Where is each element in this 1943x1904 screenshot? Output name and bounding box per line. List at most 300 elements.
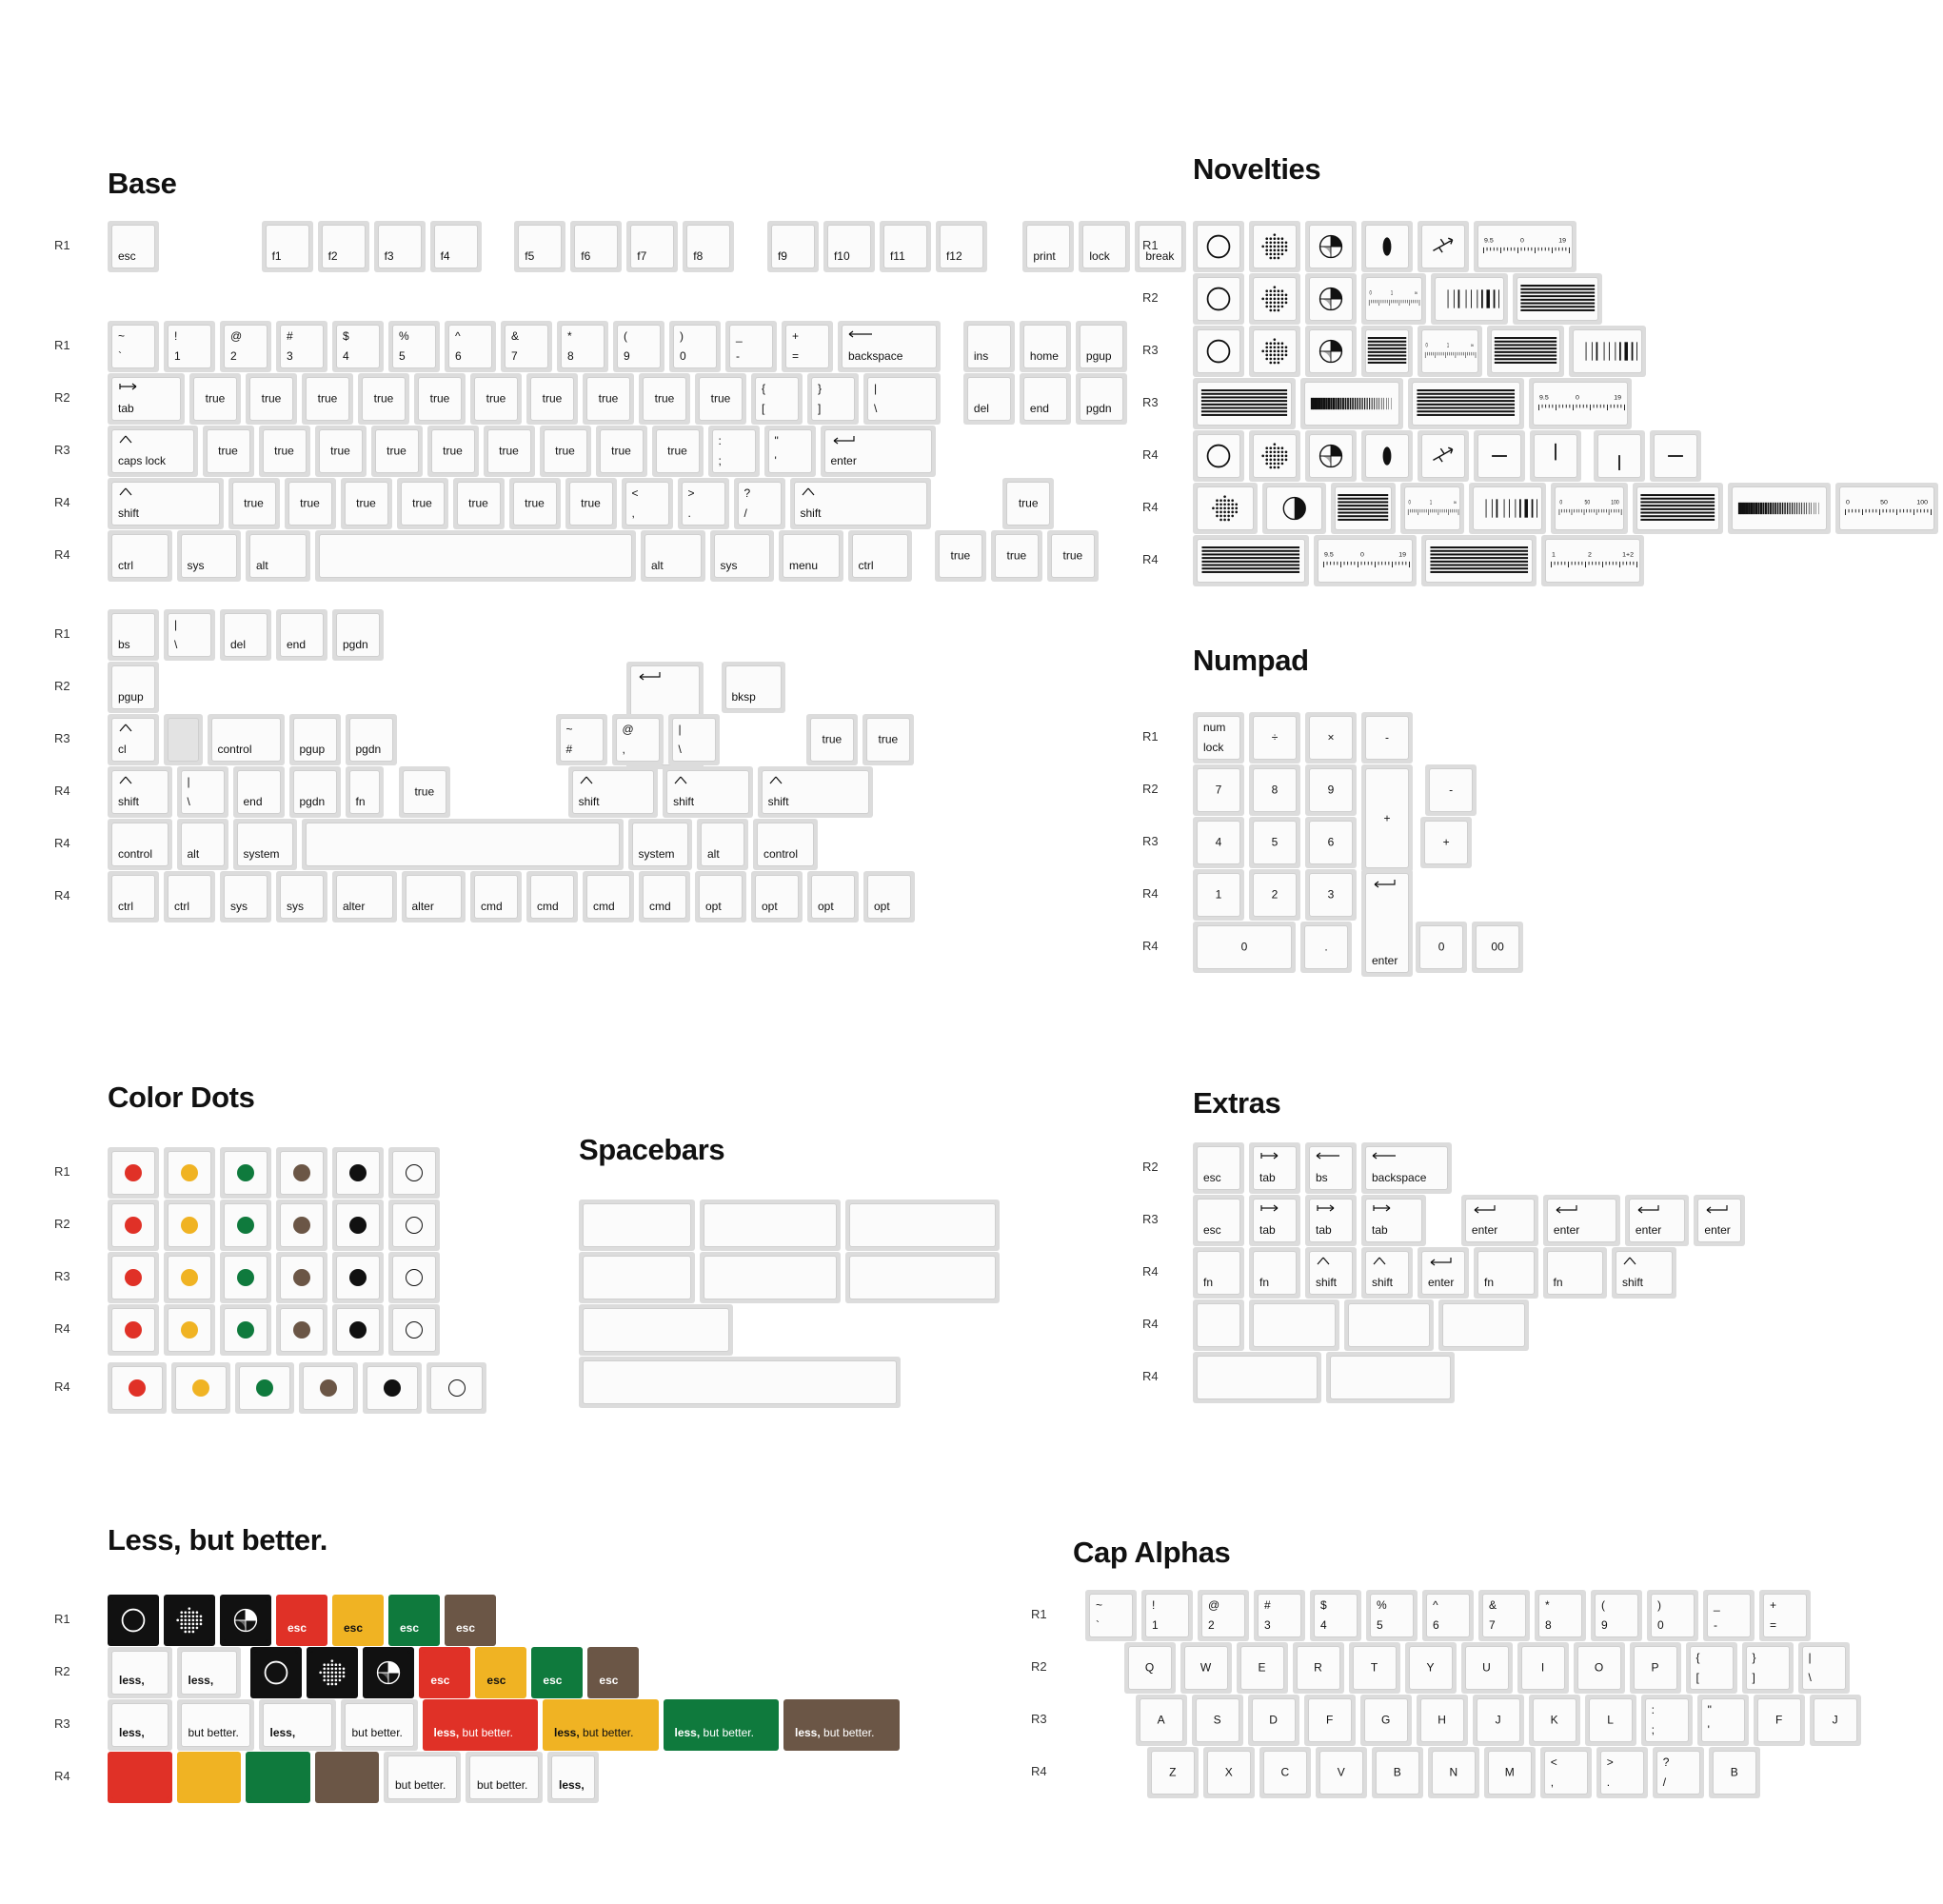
keycap[interactable] (445, 321, 496, 372)
keycap[interactable] (1305, 712, 1357, 764)
keycap[interactable] (285, 478, 336, 529)
keycap[interactable] (1193, 221, 1244, 272)
keycap[interactable] (276, 1595, 327, 1646)
keycap[interactable] (374, 221, 426, 272)
keycap[interactable] (246, 530, 310, 582)
keycap[interactable] (1193, 869, 1244, 921)
keycap[interactable] (1022, 221, 1074, 272)
keycap[interactable] (108, 530, 172, 582)
keycap[interactable] (807, 871, 859, 922)
keycap[interactable] (734, 478, 785, 529)
keycap[interactable] (233, 766, 285, 818)
keycap[interactable] (540, 426, 591, 477)
keycap[interactable] (1810, 1695, 1861, 1746)
keycap[interactable] (1425, 764, 1477, 816)
keycap[interactable] (626, 221, 678, 272)
keycap[interactable] (1249, 817, 1300, 868)
keycap[interactable] (1248, 1695, 1299, 1746)
keycap[interactable] (1305, 221, 1357, 272)
spacebar-keycap[interactable] (845, 1200, 1000, 1251)
keycap[interactable] (663, 766, 753, 818)
keycap[interactable] (341, 1699, 418, 1751)
keycap[interactable] (1203, 1747, 1255, 1798)
keycap[interactable] (1650, 430, 1701, 482)
keycap[interactable] (220, 1595, 271, 1646)
keycap[interactable] (402, 871, 466, 922)
keycap[interactable] (108, 819, 172, 870)
keycap[interactable] (991, 530, 1042, 582)
keycap[interactable] (1418, 221, 1469, 272)
keycap[interactable] (332, 1147, 384, 1199)
keycap[interactable] (683, 221, 734, 272)
keycap[interactable] (1529, 1695, 1580, 1746)
keycap[interactable] (276, 321, 327, 372)
keycap[interactable] (753, 819, 818, 870)
keycap[interactable] (289, 766, 341, 818)
keycap[interactable] (838, 321, 941, 372)
keycap[interactable] (1193, 1142, 1244, 1194)
keycap[interactable] (1249, 1247, 1300, 1299)
keycap[interactable] (1759, 1590, 1811, 1641)
keycap[interactable] (371, 426, 423, 477)
keycap[interactable] (1305, 326, 1357, 377)
keycap[interactable] (764, 426, 816, 477)
keycap[interactable] (220, 871, 271, 922)
keycap[interactable] (807, 373, 859, 425)
keycap[interactable] (848, 530, 913, 582)
keycap[interactable] (1361, 712, 1413, 764)
keycap[interactable] (1361, 1142, 1452, 1194)
keycap[interactable] (1193, 764, 1244, 816)
keycap[interactable] (426, 1362, 486, 1414)
keycap[interactable] (289, 714, 341, 765)
keycap[interactable] (1473, 1695, 1524, 1746)
keycap[interactable] (1300, 922, 1352, 973)
keycap[interactable] (1193, 378, 1296, 429)
keycap[interactable] (315, 530, 637, 582)
keycap[interactable] (108, 714, 159, 765)
keycap[interactable] (1361, 1247, 1413, 1299)
keycap[interactable] (299, 1362, 358, 1414)
keycap[interactable] (1193, 273, 1244, 325)
keycap[interactable] (1002, 478, 1054, 529)
keycap[interactable] (725, 321, 777, 372)
keycap[interactable] (695, 871, 746, 922)
keycap[interactable] (108, 1304, 159, 1356)
keycap[interactable] (1249, 712, 1300, 764)
keycap[interactable] (1431, 273, 1508, 325)
keycap[interactable] (767, 221, 819, 272)
keycap[interactable] (189, 373, 241, 425)
keycap[interactable] (587, 1647, 639, 1698)
keycap[interactable] (1249, 273, 1300, 325)
keycap[interactable] (171, 1362, 230, 1414)
keycap[interactable] (1633, 483, 1723, 534)
keycap[interactable] (427, 426, 479, 477)
keycap[interactable] (302, 373, 353, 425)
keycap[interactable] (302, 819, 624, 870)
keycap[interactable] (1124, 1642, 1176, 1694)
keycap[interactable] (108, 478, 224, 529)
keycap[interactable] (346, 714, 397, 765)
keycap[interactable] (1310, 1590, 1361, 1641)
keycap[interactable] (1535, 1590, 1586, 1641)
keycap[interactable] (1694, 1195, 1745, 1246)
keycap[interactable] (668, 714, 720, 765)
keycap[interactable] (1249, 869, 1300, 921)
spacebar-keycap[interactable] (579, 1252, 695, 1303)
keycap[interactable] (177, 530, 242, 582)
keycap[interactable] (596, 426, 647, 477)
keycap[interactable] (557, 321, 608, 372)
keycap[interactable] (1249, 1299, 1339, 1351)
keycap[interactable] (315, 426, 367, 477)
keycap[interactable] (1047, 530, 1099, 582)
keycap[interactable] (332, 321, 384, 372)
keycap[interactable] (1709, 1747, 1760, 1798)
keycap[interactable] (823, 221, 875, 272)
keycap[interactable] (565, 478, 617, 529)
keycap[interactable] (1594, 430, 1645, 482)
keycap[interactable] (246, 1752, 310, 1803)
keycap[interactable] (1647, 1590, 1698, 1641)
keycap[interactable] (307, 1647, 358, 1698)
keycap[interactable] (1305, 817, 1357, 868)
keycap[interactable] (612, 714, 664, 765)
keycap[interactable] (388, 1200, 440, 1251)
keycap[interactable] (935, 530, 986, 582)
keycap[interactable] (276, 1200, 327, 1251)
keycap[interactable] (262, 221, 313, 272)
keycap[interactable] (1314, 535, 1417, 586)
keycap[interactable] (821, 426, 937, 477)
keycap[interactable] (583, 373, 634, 425)
keycap[interactable] (1428, 1747, 1479, 1798)
keycap[interactable] (1193, 430, 1244, 482)
keycap[interactable] (1469, 483, 1546, 534)
spacebar-keycap[interactable] (579, 1200, 695, 1251)
keycap[interactable] (1361, 326, 1413, 377)
keycap[interactable] (164, 871, 215, 922)
keycap[interactable] (1361, 221, 1413, 272)
keycap[interactable] (453, 478, 505, 529)
keycap[interactable] (108, 1252, 159, 1303)
keycap[interactable] (164, 1304, 215, 1356)
keycap[interactable] (246, 373, 297, 425)
keycap[interactable] (963, 321, 1015, 372)
keycap[interactable] (880, 221, 931, 272)
keycap[interactable] (1076, 321, 1127, 372)
keycap[interactable] (1326, 1352, 1455, 1403)
keycap[interactable] (1020, 321, 1071, 372)
keycap[interactable] (1360, 1695, 1412, 1746)
keycap[interactable] (1416, 922, 1467, 973)
keycap[interactable] (641, 530, 705, 582)
keycap[interactable] (259, 426, 310, 477)
keycap[interactable] (108, 1200, 159, 1251)
keycap[interactable] (1541, 535, 1644, 586)
keycap[interactable] (1574, 1642, 1625, 1694)
keycap[interactable] (526, 871, 578, 922)
keycap[interactable] (388, 1147, 440, 1199)
keycap[interactable] (399, 766, 450, 818)
keycap[interactable] (423, 1699, 539, 1751)
keycap[interactable] (220, 1147, 271, 1199)
keycap[interactable] (177, 819, 228, 870)
keycap[interactable] (1472, 922, 1523, 973)
keycap[interactable] (1487, 326, 1564, 377)
keycap[interactable] (1361, 1195, 1426, 1246)
keycap[interactable] (1300, 378, 1403, 429)
keycap[interactable] (332, 1595, 384, 1646)
keycap[interactable] (346, 766, 385, 818)
keycap[interactable] (1085, 1590, 1137, 1641)
keycap[interactable] (235, 1362, 294, 1414)
keycap[interactable] (177, 1752, 242, 1803)
keycap[interactable] (1728, 483, 1831, 534)
keycap[interactable] (332, 1252, 384, 1303)
keycap[interactable] (1020, 373, 1071, 425)
spacebar-keycap[interactable] (700, 1200, 842, 1251)
keycap[interactable] (276, 871, 327, 922)
keycap[interactable] (1193, 326, 1244, 377)
keycap[interactable] (1136, 1695, 1187, 1746)
keycap[interactable] (1305, 869, 1357, 921)
spacebar-keycap[interactable] (845, 1252, 1000, 1303)
keycap[interactable] (1193, 1352, 1321, 1403)
keycap[interactable] (108, 766, 172, 818)
keycap[interactable] (1754, 1695, 1805, 1746)
keycap[interactable] (108, 1699, 172, 1751)
keycap[interactable] (1484, 1747, 1536, 1798)
keycap[interactable] (1408, 378, 1524, 429)
keycap[interactable] (1249, 1142, 1300, 1194)
keycap[interactable] (639, 373, 690, 425)
keycap[interactable] (509, 478, 561, 529)
keycap[interactable] (208, 714, 285, 765)
keycap[interactable] (1180, 1642, 1232, 1694)
keycap[interactable] (1305, 273, 1357, 325)
keycap[interactable] (1259, 1747, 1311, 1798)
keycap[interactable] (1193, 535, 1309, 586)
keycap[interactable] (1703, 1590, 1755, 1641)
keycap[interactable] (936, 221, 987, 272)
keycap[interactable] (1529, 378, 1632, 429)
keycap[interactable] (1405, 1642, 1457, 1694)
keycap[interactable] (1249, 326, 1300, 377)
keycap[interactable] (1305, 764, 1357, 816)
keycap[interactable] (1400, 483, 1465, 534)
keycap[interactable] (108, 662, 159, 713)
keycap[interactable] (1418, 430, 1469, 482)
keycap[interactable] (863, 373, 941, 425)
keycap[interactable] (1517, 1642, 1569, 1694)
keycap[interactable] (358, 373, 409, 425)
keycap[interactable] (108, 1752, 172, 1803)
keycap[interactable] (1079, 221, 1130, 272)
keycap[interactable] (783, 1699, 900, 1751)
keycap[interactable] (1076, 373, 1127, 425)
keycap[interactable] (722, 662, 786, 713)
keycap[interactable] (1305, 430, 1357, 482)
keycap[interactable] (697, 819, 748, 870)
keycap[interactable] (1305, 1195, 1357, 1246)
keycap[interactable] (164, 714, 203, 765)
keycap[interactable] (1344, 1299, 1435, 1351)
keycap[interactable] (332, 1304, 384, 1356)
keycap[interactable] (220, 321, 271, 372)
keycap[interactable] (1249, 764, 1300, 816)
keycap[interactable] (1193, 922, 1296, 973)
keycap[interactable] (1193, 1195, 1244, 1246)
keycap[interactable] (164, 609, 215, 661)
keycap[interactable] (276, 1304, 327, 1356)
keycap[interactable] (228, 478, 280, 529)
keycap[interactable] (466, 1752, 543, 1803)
keycap[interactable] (470, 373, 522, 425)
keycap[interactable] (318, 221, 369, 272)
keycap[interactable] (1193, 1247, 1244, 1299)
keycap[interactable] (613, 321, 664, 372)
keycap[interactable] (1366, 1590, 1418, 1641)
keycap[interactable] (108, 1595, 159, 1646)
keycap[interactable] (570, 221, 622, 272)
keycap[interactable] (863, 871, 915, 922)
keycap[interactable] (1417, 1695, 1468, 1746)
keycap[interactable] (1543, 1195, 1620, 1246)
keycap[interactable] (1742, 1642, 1794, 1694)
keycap[interactable] (1798, 1642, 1850, 1694)
keycap[interactable] (1653, 1747, 1704, 1798)
keycap[interactable] (556, 714, 607, 765)
keycap[interactable] (108, 609, 159, 661)
keycap[interactable] (531, 1647, 583, 1698)
keycap[interactable] (963, 373, 1015, 425)
keycap[interactable] (1237, 1642, 1288, 1694)
keycap[interactable] (250, 1647, 302, 1698)
keycap[interactable] (1422, 1590, 1474, 1641)
keycap[interactable] (678, 478, 729, 529)
keycap[interactable] (790, 478, 932, 529)
keycap[interactable] (1625, 1195, 1690, 1246)
spacebar-keycap[interactable] (579, 1357, 901, 1408)
keycap[interactable] (341, 478, 392, 529)
keycap[interactable] (315, 1752, 380, 1803)
keycap[interactable] (1192, 1695, 1243, 1746)
keycap[interactable] (1474, 1247, 1538, 1299)
keycap[interactable] (414, 373, 466, 425)
keycap[interactable] (332, 871, 397, 922)
keycap[interactable] (276, 1252, 327, 1303)
keycap[interactable] (1249, 1195, 1300, 1246)
keycap[interactable] (363, 1647, 414, 1698)
keycap[interactable] (628, 819, 693, 870)
keycap[interactable] (220, 1200, 271, 1251)
keycap[interactable] (1262, 483, 1327, 534)
keycap[interactable] (1474, 221, 1576, 272)
spacebar-keycap[interactable] (700, 1252, 842, 1303)
keycap[interactable] (430, 221, 482, 272)
keycap[interactable] (1478, 1590, 1530, 1641)
keycap[interactable] (1697, 1695, 1749, 1746)
keycap[interactable] (1193, 712, 1244, 764)
keycap[interactable] (501, 321, 552, 372)
keycap[interactable] (652, 426, 704, 477)
keycap[interactable] (1193, 817, 1244, 868)
keycap[interactable] (1249, 221, 1300, 272)
keycap[interactable] (751, 373, 803, 425)
keycap[interactable] (1361, 430, 1413, 482)
keycap[interactable] (203, 426, 254, 477)
keycap[interactable] (332, 609, 384, 661)
keycap[interactable] (1193, 1299, 1244, 1351)
keycap[interactable] (108, 373, 185, 425)
spacebar-keycap[interactable] (579, 1304, 733, 1356)
keycap[interactable] (1421, 535, 1537, 586)
keycap[interactable] (276, 609, 327, 661)
keycap[interactable] (1249, 430, 1300, 482)
keycap[interactable] (758, 766, 874, 818)
keycap[interactable] (470, 871, 522, 922)
keycap[interactable] (669, 321, 721, 372)
keycap[interactable] (1569, 326, 1646, 377)
keycap[interactable] (1147, 1747, 1199, 1798)
keycap[interactable] (710, 530, 775, 582)
keycap[interactable] (695, 373, 746, 425)
keycap[interactable] (108, 221, 159, 272)
keycap[interactable] (1293, 1642, 1344, 1694)
keycap[interactable] (1418, 326, 1482, 377)
keycap[interactable] (1316, 1747, 1367, 1798)
keycap[interactable] (543, 1699, 659, 1751)
keycap[interactable] (1193, 483, 1258, 534)
keycap[interactable] (1585, 1695, 1636, 1746)
keycap[interactable] (862, 714, 914, 765)
keycap[interactable] (1361, 273, 1426, 325)
keycap[interactable] (332, 1200, 384, 1251)
keycap[interactable] (1641, 1695, 1693, 1746)
keycap[interactable] (1304, 1695, 1356, 1746)
keycap[interactable] (526, 373, 578, 425)
keycap[interactable] (1551, 483, 1628, 534)
keycap[interactable] (384, 1752, 461, 1803)
keycap[interactable] (1418, 1247, 1469, 1299)
keycap[interactable] (1474, 430, 1525, 482)
keycap[interactable] (1686, 1642, 1737, 1694)
keycap[interactable] (220, 1304, 271, 1356)
keycap[interactable] (1543, 1247, 1608, 1299)
keycap[interactable] (1530, 430, 1581, 482)
keycap[interactable] (1513, 273, 1603, 325)
keycap[interactable] (276, 1147, 327, 1199)
keycap[interactable] (1461, 1642, 1513, 1694)
keycap[interactable] (220, 609, 271, 661)
keycap[interactable] (1198, 1590, 1249, 1641)
keycap[interactable] (164, 1200, 215, 1251)
keycap[interactable] (388, 1595, 440, 1646)
keycap[interactable] (108, 871, 159, 922)
keycap[interactable] (779, 530, 843, 582)
keycap[interactable] (388, 1252, 440, 1303)
keycap[interactable] (164, 321, 215, 372)
keycap[interactable] (547, 1752, 599, 1803)
keycap[interactable] (1254, 1590, 1305, 1641)
keycap[interactable] (1438, 1299, 1529, 1351)
keycap[interactable] (622, 478, 673, 529)
keycap[interactable] (1372, 1747, 1423, 1798)
keycap[interactable] (108, 1362, 167, 1414)
keycap[interactable] (1461, 1195, 1538, 1246)
